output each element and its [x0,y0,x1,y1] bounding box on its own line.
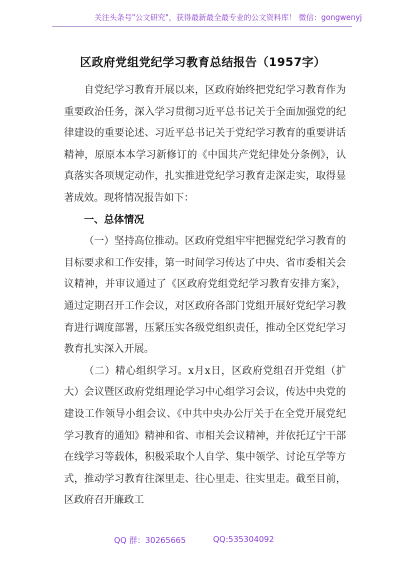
footer-qq: QQ:535304092 [213,535,275,544]
paragraph-organize-study: （二）精心组织学习。x月x日，区政府党组召开党组（扩大）会议暨区政府党组理论学习中心组学习会议，传达中央党的建设工作领导小组会议、《中共中央办公厅关于在全党开展党纪学习教育的通知》精神和省、市相关会议精神，并依托辽宁干部在线学习等载体，积极采取个人自学、集中领学、讨论互学等方式，推动学习教育往深里走、往心里走、往实里走。截至目前，区政府召开廉政工 [64,365,346,507]
document-body [64,80,346,512]
header-divider [52,26,352,27]
paragraph-high-level-push: （一）坚持高位推动。区政府党组牢牢把握党纪学习教育的目标要求和工作安排，第一时间学习传达了中央、省市委相关会议精神，并审议通过了《区政府党组党纪学习教育安排方案》，通过定期召开工作会议，对区政府各部门党组开展好党纪学习教育进行调度部署，压紧压实各级党组织责任，推动全区党纪学习教育扎实深入开展。 [64,236,346,356]
intro-paragraph: 自党纪学习教育开展以来，区政府始终把党纪学习教育作为重要政治任务，深入学习贯彻习近平总书记关于全面加强党的纪律建设的重要论述、习近平总书记关于党纪学习教育的重要讲话精神，原原本本学习新修订的《中国共产党纪律处分条例》，认真落实各项规定动作，扎实推进党纪学习教育走深走实，取得显著成效。现将情况报告如下： [64,85,346,204]
header-banner: 关注头条号"公文研究"，获得最新最全最专业的公文资料库！ 微信：gongwenyj [94,13,362,22]
document-title: 区政府党组党纪学习教育总结报告（1957字） [80,55,326,69]
footer-qq-group: QQ 群：30265665 [114,536,186,545]
section-heading: 一、总体情况 [84,214,144,226]
